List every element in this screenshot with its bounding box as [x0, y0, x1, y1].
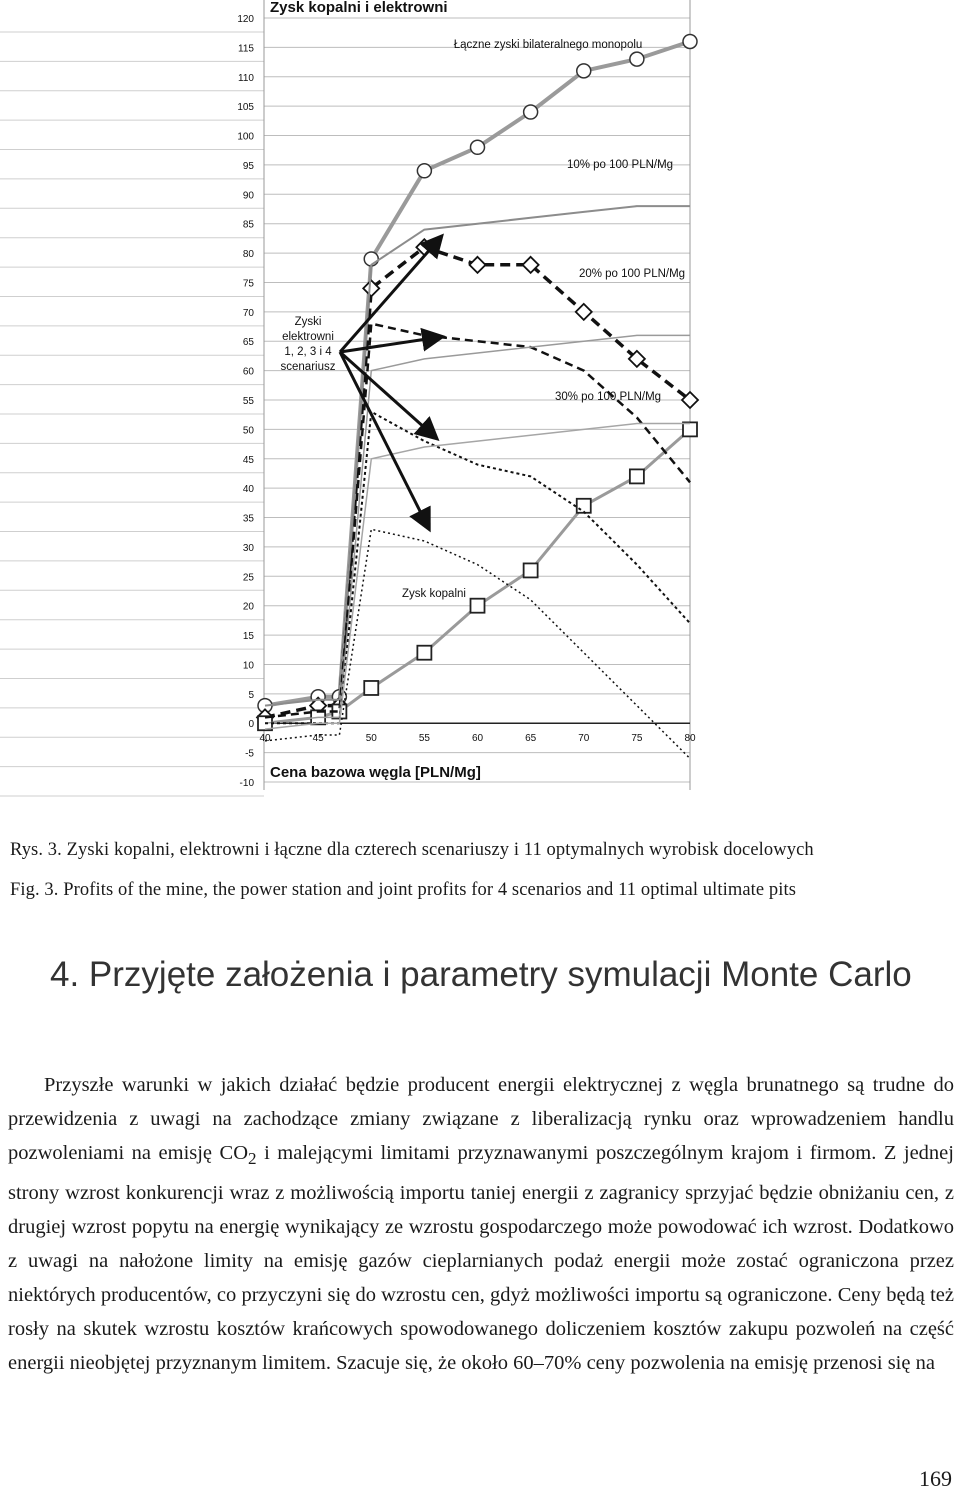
annotation-power-station: 1, 2, 3 i 4: [284, 346, 332, 358]
y-tick-label: 90: [242, 190, 254, 202]
x-tick-label: 75: [631, 733, 643, 745]
annotation-power-station: elektrowni: [282, 331, 334, 343]
y-tick-label: 0: [248, 719, 254, 731]
data-point-diamond: [470, 257, 486, 273]
data-point-square: [364, 681, 378, 695]
data-point-square: [577, 499, 591, 513]
x-tick-label: 60: [471, 733, 484, 745]
annotation-mine-profit: Zysk kopalni: [402, 588, 466, 600]
data-point-circle: [471, 140, 485, 154]
y-tick-label: 100: [237, 131, 254, 143]
figure-caption-polish: Rys. 3. Zyski kopalni, elektrowni i łączne dla czterech scenariuszy i 11 optymalnych wyrobisk docelowych: [10, 840, 814, 860]
y-tick-label: 55: [242, 396, 254, 407]
x-tick-label: 80: [684, 733, 696, 745]
annotation-scenario-10: 10% po 100 PLN/Mg: [566, 159, 674, 171]
data-point-circle: [577, 64, 591, 78]
data-point-circle: [630, 52, 644, 66]
y-tick-label: 40: [242, 484, 254, 496]
y-tick-label: 70: [242, 307, 254, 319]
data-point-square: [524, 563, 538, 577]
body-text-before-subscript: Przyszłe warunki w jakich działać będzie producent energii elektrycznej z węgla brunatnego są trudne do przewidzenia z uwagi na zachodzące zmiany związane z liberalizacją rynku oraz wprowadzeniem handlu pozwoleniami na emisję CO: [8, 1074, 954, 1164]
data-point-diamond: [576, 304, 592, 320]
annotation-scenario-30: 30% po 100 PLN/Mg: [554, 391, 662, 403]
y-tick-label: 20: [242, 601, 254, 613]
x-tick-label: 45: [312, 733, 324, 745]
x-tick-label: 40: [259, 733, 271, 745]
body-text-after-subscript: i malejącymi limitami przyznawanymi poszczególnym krajom i firmom. Z jednej strony wzrost konkurencji wraz z możliwością importu taniej energii z zagranicy sprzyjać będzie obniżaniu cen, z drugiej wzrost popytu na energię wynikający ze wzrostu gospodarczego może powodować ich wzrost. Dodatkowo z uwagi na nałożone limity na emisję gazów cieplarnianych podaż energii może zostać ograniczona przez niektórych producentów, co przyczyni się do wzrostu cen, gdyż możliwości importu są ograniczone. Ceny będą też rosły na skutek wzrostu kosztów krańcowych spowodowanego doliczeniem kosztów zakupu pozwoleń na część energii nieobjętej przyznanym limitem. Szacuje się, że około 60–70% ceny pozwolenia na emisję przenosi się na: [8, 1142, 954, 1375]
y-tick-label: 50: [242, 425, 254, 437]
data-point-square: [683, 422, 697, 436]
y-tick-label: 45: [242, 454, 254, 466]
body-paragraph: [8, 1068, 954, 1380]
data-point-square: [630, 469, 644, 483]
x-tick-label: 55: [418, 733, 430, 745]
x-axis-label: Cena bazowa węgla [PLN/Mg]: [270, 764, 481, 781]
annotation-arrow: [340, 337, 440, 352]
annotation-arrow: [340, 238, 440, 352]
y-tick-label: 85: [242, 219, 254, 231]
y-tick-label: 115: [238, 43, 254, 55]
y-tick-label: 95: [242, 160, 254, 172]
y-tick-label: -10: [239, 778, 254, 789]
chart-title: Zysk kopalni i elektrowni: [270, 0, 448, 16]
annotation-arrow: [340, 352, 435, 437]
y-tick-label: 10: [242, 660, 254, 672]
x-tick-label: 65: [525, 733, 537, 745]
y-tick-label: 120: [237, 14, 254, 25]
x-tick-label: 50: [365, 733, 377, 745]
data-point-circle: [524, 105, 538, 119]
y-tick-label: 35: [242, 513, 254, 525]
y-tick-label: 15: [242, 631, 254, 643]
series-line-power-solid: [265, 206, 690, 705]
y-tick-label: 25: [242, 572, 254, 584]
section-heading: 4. Przyjęte założenia i parametry symulacji Monte Carlo: [50, 955, 912, 994]
page-number: 169: [919, 1466, 952, 1491]
series-line-power-dotted: [265, 529, 690, 758]
y-tick-label: 75: [242, 278, 254, 290]
annotation-joint-profits: Łączne zyski bilateralnego monopolu: [453, 39, 643, 51]
y-tick-label: 30: [242, 542, 254, 554]
data-point-circle: [417, 164, 431, 178]
y-tick-label: -5: [245, 748, 254, 760]
x-tick-label: 70: [578, 733, 590, 745]
data-point-square: [417, 646, 431, 660]
series-line-power-dashed: [265, 324, 690, 718]
annotation-power-station: Zyski: [294, 316, 322, 328]
y-tick-label: 110: [238, 72, 254, 84]
data-point-circle: [683, 35, 697, 49]
annotation-scenario-20: 20% po 100 PLN/Mg: [578, 268, 686, 280]
y-tick-label: 65: [242, 337, 254, 349]
y-tick-label: 105: [237, 102, 254, 114]
figure-caption-english: Fig. 3. Profits of the mine, the power station and joint profits for 4 scenarios and 11 optimal ultimate pits: [10, 880, 797, 900]
body-subscript: 2: [248, 1149, 257, 1169]
y-tick-label: 5: [248, 689, 254, 701]
annotation-power-station: scenariusz: [280, 361, 336, 373]
y-tick-label: 80: [242, 249, 254, 261]
data-point-square: [471, 599, 485, 613]
y-tick-label: 60: [242, 366, 254, 378]
